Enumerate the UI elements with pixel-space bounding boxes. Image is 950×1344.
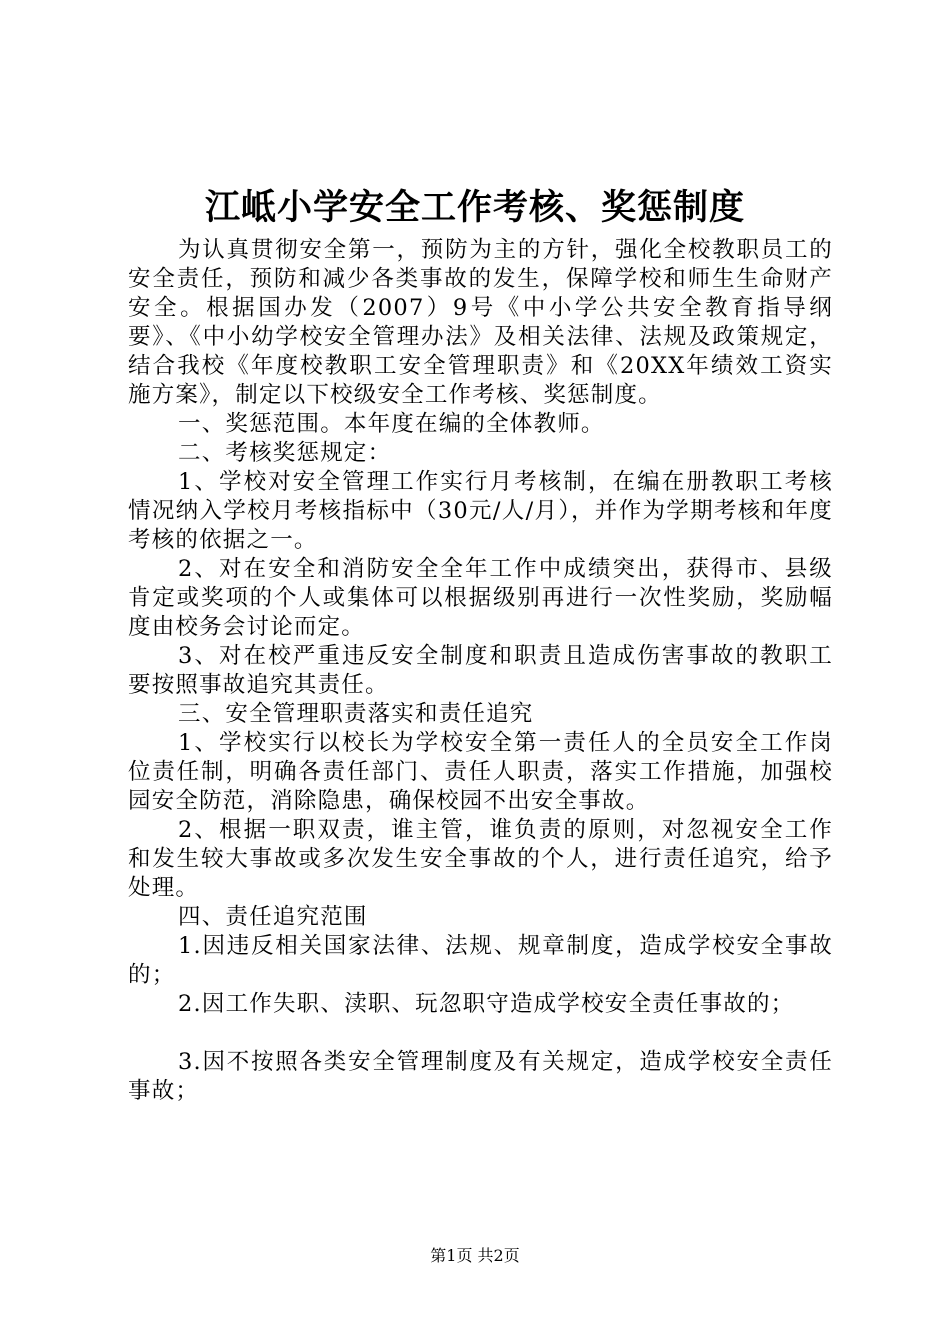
section-4-heading: 四、责任追究范围: [178, 904, 368, 930]
section-2-item-3: 3、对在校严重违反安全制度和职责且造成伤害事故的教职工要按照事故追究其责任。: [128, 643, 833, 698]
document-title: 江岻小学安全工作考核、奖惩制度: [204, 187, 745, 228]
intro-paragraph: 为认真贯彻安全第一，预防为主的方针，强化全校教职员工的安全责任，预防和减少各类事故的发生，保障学校和师生生命财产安全。根据国办发（2007）9号《中小学公共安全教育指导纲要》、《中小幼学校安全管理办法》及相关法律、法规及政策规定，结合我校《年度校教职工安全管理职责》和《20XX年绩效工资实施方案》，制定以下校级安全工作考核、奖惩制度。: [128, 237, 833, 408]
section-3-item-1: 1、学校实行以校长为学校安全第一责任人的全员安全工作岗位责任制，明确各责任部门、责任人职责，落实工作措施，加强校园安全防范，消除隐患，确保校园不出安全事故。: [128, 730, 833, 814]
paragraph-gap: [128, 1019, 833, 1048]
section-3-item-2: 2、根据一职双责，谁主管，谁负责的原则，对忽视安全工作和发生较大事故或多次发生安全事故的个人，进行责任追究，给予处理。: [128, 817, 833, 901]
section-3-heading: 三、安全管理职责落实和责任追究: [178, 701, 534, 727]
section-2-heading: 二、考核奖惩规定：: [178, 440, 392, 466]
document-body: [128, 236, 833, 1106]
section-2-item-1: 1、学校对安全管理工作实行月考核制，在编在册教职工考核情况纳入学校月考核指标中（30元/人/月），并作为学期考核和年度考核的依据之一。: [128, 469, 833, 553]
section-1-heading: 一、奖惩范围。本年度在编的全体教师。: [178, 411, 605, 437]
page-footer: 第1页 共2页: [430, 1246, 520, 1265]
section-2-item-2: 2、对在安全和消防安全全年工作中成绩突出，获得市、县级肯定或奖项的个人或集体可以根据级别再进行一次性奖励，奖励幅度由校务会讨论而定。: [128, 556, 833, 640]
section-4-item-2: 2.因工作失职、渎职、玩忽职守造成学校安全责任事故的；: [178, 991, 795, 1017]
section-4-item-1: 1.因违反相关国家法律、法规、规章制度，造成学校安全事故的；: [128, 933, 833, 988]
section-4-item-3: 3.因不按照各类安全管理制度及有关规定，造成学校安全责任事故；: [128, 1049, 833, 1104]
